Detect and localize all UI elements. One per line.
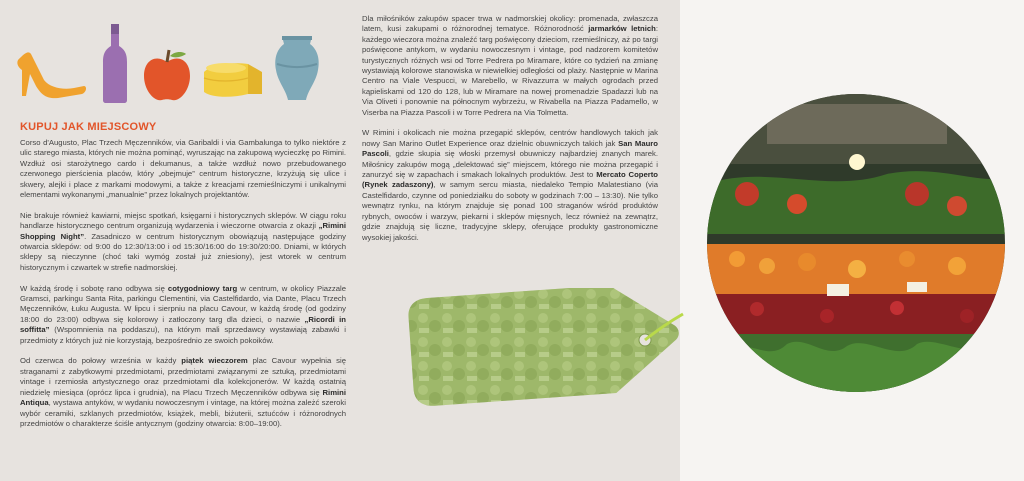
- bold-text: jarmarków letnich: [588, 24, 656, 34]
- bold-text: Mercato Coperto (Rynek zadaszony): [362, 170, 658, 190]
- text: Nie brakuje również kawiarni, miejsc spotkań, księgarni i historycznych sklepów. W ciągu roku handlarze historycznego centrum organizują wydarzenia i wieczorne otwarcia z okazji: [20, 210, 346, 231]
- bold-text: Rimini Antiqua: [20, 387, 346, 408]
- text: W każdą środę i sobotę rano odbywa się: [20, 283, 168, 293]
- bold-text: cotygodniowy targ: [167, 283, 238, 293]
- price-tag-image: [393, 288, 693, 428]
- right-text-column: [362, 14, 658, 253]
- section-heading: KUPUJ JAK MIEJSCOWY: [20, 121, 157, 133]
- paragraph: [20, 211, 346, 273]
- text: Corso d'Augusto, Plac Trzech Męczenników, via Garibaldi i via Gambalunga to tylko niektóre z ulic starego miasta, których nie można pominąć, wyruszając na zakupową wycieczkę po Rimini. Wzdłuż osi starożytnego cardo i dekumanus, a także wzdłuż nowo przebudowanego czerwonego pierścienia placów, który „obejmuje” centrum historyczne, krzyżują się ulice i skwery, alejki i place z markami modowymi, a także z kreacjami rzemieślniczymi i unikalnymi elementami wykonanymi „manualnie” przez lokalnych projektantów.: [20, 138, 346, 200]
- text: Dla miłośników zakupów spacer trwa w nadmorskiej okolicy: promenada, zwłaszcza latem, kusi zakupami o różnorodnej tematyce. Różnorodność: [362, 14, 658, 34]
- bold-text: „Ricordi in soffitta”: [20, 314, 346, 335]
- text: , gdzie skupia się włoski przemysł obuwniczy najbardziej znanych marek. Miłośnicy zakupów mogą „delektować się” miejscem, którego nie można przegapić i zanurzyć się w zapachach i smakach lokalnych produktów. Jest to: [362, 149, 658, 180]
- paragraph: [20, 284, 346, 346]
- text: plac Cavour wypełnia się straganami z zabytkowymi przedmiotami, przedmiotami związanymi ze sztuką, przedmiotami vintage i rzemiosła artystycznego oraz przedmiotami dla kolekcjonerów. W każdą ostatnią niedzielę miesiąca (oprócz lipca i grudnia), na Placu Trzech Męczenników odbywa się: [20, 356, 346, 397]
- left-text-column: [20, 138, 346, 440]
- paragraph: [20, 138, 346, 200]
- text: : każdego wieczora można znaleźć targ poświęcony dzieciom, rzemieślniczy, aż po targi poświęcone antykom, w wydaniu nowoczesnym i vintage, pod nadzorem komitetów turystycznych różnych wsi od Torre Pedrera po Miramare, które co tydzień na zmianę wystawiają kolorowe stanowiska w niewielkiej odległości od plaży. Następnie w Marina Centro na Viale Vespucci, w Marebello, w Rivazzurra w małych ogrodach przed kąpieliskami od 120 do 128, lub w Miramare na nowej promenadzie Spadazzi lub na Via Oliveti i ponownie na północnym wybrzeżu, w Rivabella na Piazza Padamello, w Viserba na Piazza Pascoli i w Torre Pedrera na Via Tolmetta.: [362, 24, 658, 117]
- text: . Zasadniczo w centrum historycznym obowiązują następujące godziny otwarcia sklepów: od 9:00 do 12:30/13:00 i od 15:30/16:00 do 19:30/20:00. Dniami, w których sklepy są nieczynne (choć taki wymóg został już zniesiony), jest wtorek w centrum historycznym i czwartek w strefie nadmorskiej.: [20, 231, 347, 272]
- text: (Wspomnienia na poddaszu), na którym mali sprzedawcy wystawiają zabawki i przedmioty z których już nie korzystają, bezpośrednio ze swoich pokoików.: [20, 325, 346, 345]
- wine-bottle-icon: [102, 24, 128, 104]
- text: W Rimini i okolicach nie można przegapić sklepów, centrów handlowych takich jak nowy San Marino Outlet Experience oraz dzielnic obuwniczych takich jak: [362, 128, 658, 148]
- high-heel-icon: [14, 40, 88, 102]
- market-photo: [707, 94, 1005, 392]
- vase-icon: [274, 36, 320, 102]
- text: , wystawa antyków, w wydaniu nowoczesnym i vintage, na której można zależć szeroki wybór ceramiki, szklanych przedmiotów, książek, mebli, biżuterii, sztućców i różnorodnych przedmiotów o charakterze ściśle antycznym (godziny otwarcia: 8:00–19:00).: [20, 398, 346, 428]
- text: Od czerwca do połowy września w każdy: [20, 356, 182, 366]
- paragraph: [20, 356, 346, 429]
- bold-text: „Rimini Shopping Night”: [20, 221, 346, 241]
- cheese-icon: [202, 58, 264, 100]
- paragraph: [362, 14, 658, 118]
- apple-icon: [142, 48, 192, 102]
- product-icons-row: [14, 22, 334, 104]
- paragraph: [362, 128, 658, 242]
- bold-text: San Mauro Pascoli: [362, 138, 658, 159]
- text: , w samym sercu miasta, niedaleko Tempio Malatestiano (via Castelfidardo, czynne od poniedziałku do soboty w godzinach 7:00 – 13:30). Nie tylko wewnątrz rynku, na którym znajduje się ponad 100 straganów wśród produktów rybnych, owoców i warzyw, piekarni i sklepów mięsnych, lecz również na zewnątrz, gdzie znajdują się liczne, tradycyjne sklepy, oferujące produkty gastronomiczne wysokiej jakości.: [362, 180, 658, 242]
- text: w centrum, w okolicy Piazzale Gramsci, parkingu Santa Rita, parkingu Clementini, via Castelfidardo, via Dante, Placu Trzech Męczenników, Łuku Augusta. W lipcu i sierpniu na placu Cavour, w każdą środę (od godziny 18:00 do 23:00) odbywa się kolorowy i zatłoczony targ dla dzieci, o nazwie: [20, 283, 347, 324]
- bold-text: piątek wieczorem: [181, 356, 248, 366]
